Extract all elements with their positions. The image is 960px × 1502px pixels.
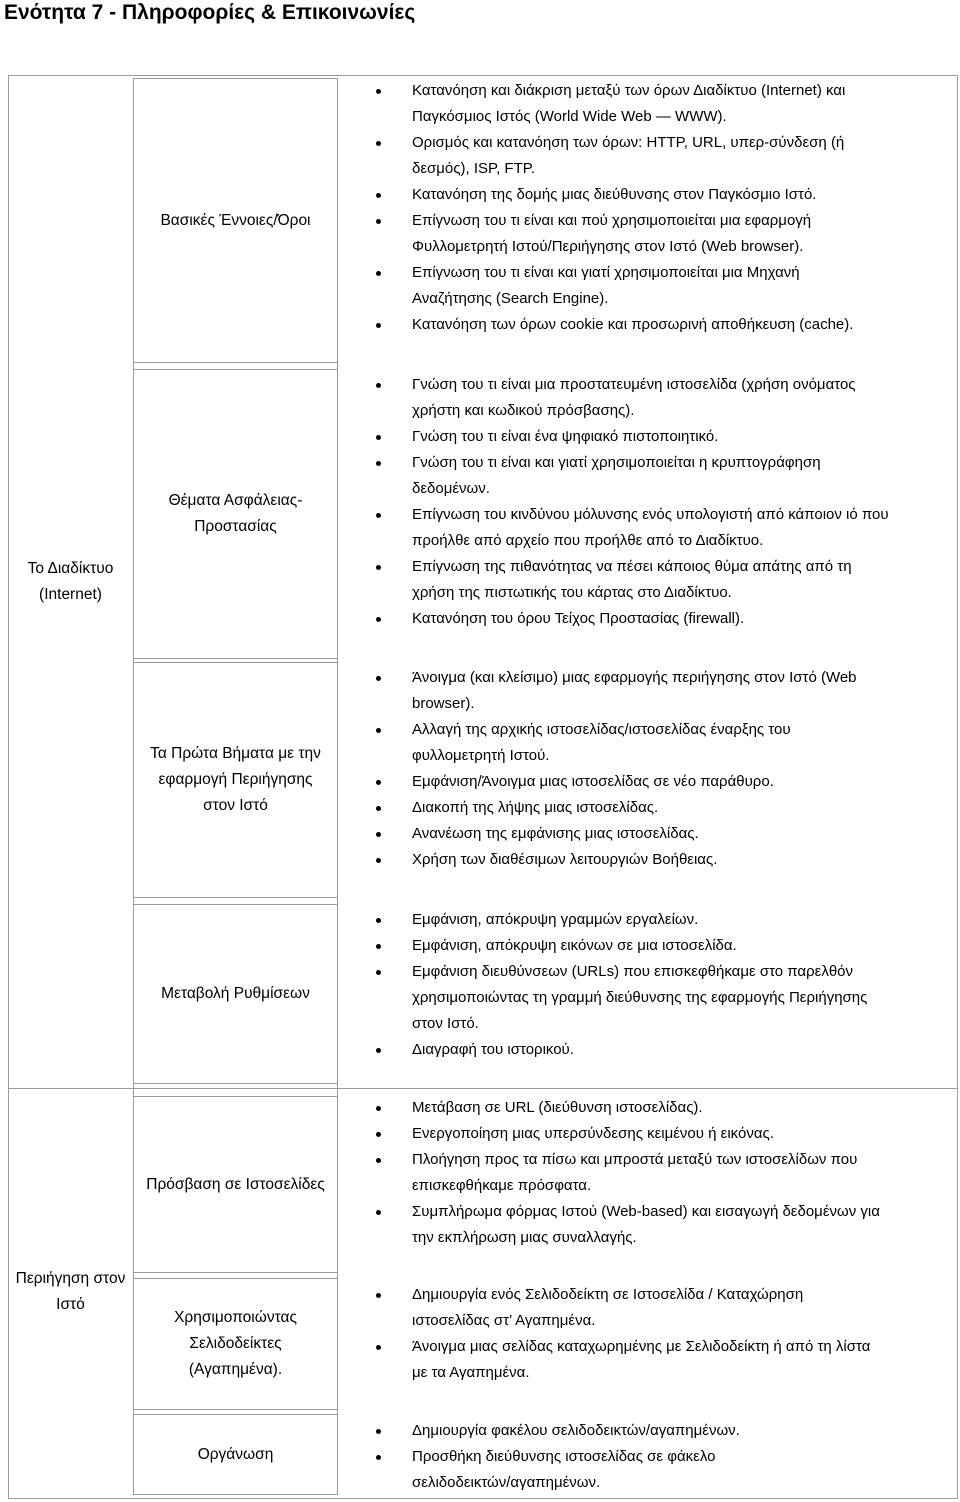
list-item: Κατανόηση των όρων cookie και προσωρινή αποθήκευση (cache).: [372, 312, 957, 338]
page-title: Ενότητα 7 - Πληροφορίες & Επικοινωνίες: [4, 1, 416, 24]
list-item: Ενεργοποίηση μιας υπερσύνδεσης κειμένου ή εικόνας.: [372, 1121, 957, 1147]
list-item: Επίγνωση του τι είναι και πού χρησιμοποιείται μια εφαρμογή Φυλλομετρητή Ιστού/Περιήγησης στον Ιστό (Web browser).: [372, 208, 957, 260]
list-item: Εμφάνιση, απόκρυψη εικόνων σε μια ιστοσελίδα.: [372, 933, 957, 959]
list-item: Κατανόηση της δομής μιας διεύθυνσης στον Παγκόσμιο Ιστό.: [372, 182, 957, 208]
list-item: Άνοιγμα μιας σελίδας καταχωρημένης με Σελιδοδείκτη ή από τη λίστα με τα Αγαπημένα.: [372, 1334, 957, 1386]
list-item: Δημιουργία ενός Σελιδοδείκτη σε Ιστοσελίδα / Καταχώρηση ιστοσελίδας στ’ Αγαπημένα.: [372, 1282, 957, 1334]
list-item: Ανανέωση της εμφάνισης μιας ιστοσελίδας.: [372, 821, 957, 847]
topic-browsing: [8, 1096, 133, 1494]
subtopic-organization: [134, 1415, 337, 1494]
table-border-bottom: [8, 1498, 958, 1499]
list-item: Δημιουργία φακέλου σελιδοδεικτών/αγαπημένων.: [372, 1418, 957, 1444]
topic-label-line: Το Διαδίκτυο: [27, 559, 114, 577]
list-item: Συμπλήρωμα φόρμας Ιστού (Web-based) και εισαγωγή δεδομένων για την εκπλήρωση μιας συναλλαγής.: [372, 1199, 957, 1251]
subsection-border: [133, 1409, 338, 1410]
item-list-first-steps: [372, 665, 957, 873]
subtopic-label-line: Χρησιμοποιώντας: [174, 1309, 297, 1326]
subtopic-first-steps: [134, 663, 337, 897]
list-item: Αλλαγή της αρχικής ιστοσελίδας/ιστοσελίδας έναρξης του φυλλομετρητή Ιστού.: [372, 717, 957, 769]
subtopic-bookmarks: [134, 1279, 337, 1409]
list-item: Μετάβαση σε URL (διεύθυνση ιστοσελίδας).: [372, 1095, 957, 1121]
item-list-organization: [372, 1418, 957, 1496]
list-item: Επίγνωση του κινδύνου μόλυνσης ενός υπολογιστή από κάποιον ιό που προήλθε από αρχείο που προήλθε από το Διαδίκτυο.: [372, 502, 957, 554]
subtopic-label-line: Βασικές Έννοιες/Όροι: [160, 211, 311, 229]
list-item: Γνώση του τι είναι μια προστατευμένη ιστοσελίδα (χρήση ονόματος χρήστη και κωδικού πρόσβασης).: [372, 372, 957, 424]
list-item: Διαγραφή του ιστορικού.: [372, 1037, 957, 1063]
topic-label-line: Περιήγηση στον: [15, 1270, 126, 1287]
subtopic-label-line: Προστασίας: [194, 518, 277, 535]
subtopic-label-line: Μεταβολή Ρυθμίσεων: [161, 985, 310, 1002]
item-list-settings: [372, 907, 957, 1063]
list-item: Επίγνωση του τι είναι και γιατί χρησιμοποιείται μια Μηχανή Αναζήτησης (Search Engine).: [372, 260, 957, 312]
subtopic-label-line: Θέματα Ασφάλειας-: [168, 492, 303, 509]
subtopic-basic-concepts: [134, 79, 337, 362]
subtopic-security: [134, 370, 337, 658]
subsection-border: [133, 362, 338, 363]
list-item: Κατανόηση του όρου Τείχος Προστασίας (firewall).: [372, 606, 957, 632]
item-list-security: [372, 372, 957, 632]
subtopic-settings: [134, 905, 337, 1083]
list-item: Ορισμός και κατανόηση των όρων: HTTP, URL, υπερ-σύνδεση (ή δεσμός), ISP, FTP.: [372, 130, 957, 182]
list-item: Γνώση του τι είναι και γιατί χρησιμοποιείται η κρυπτογράφηση δεδομένων.: [372, 450, 957, 502]
subtopic-label-line: εφαρμογή Περιήγησης: [158, 771, 313, 788]
list-item: Εμφάνιση, απόκρυψη γραμμών εργαλείων.: [372, 907, 957, 933]
list-item: Προσθήκη διεύθυνσης ιστοσελίδας σε φάκελο σελιδοδεικτών/αγαπημένων.: [372, 1444, 957, 1496]
subsection-border: [133, 1494, 338, 1495]
subtopic-label-line: Πρόσβαση σε Ιστοσελίδες: [146, 1175, 325, 1193]
subtopic-label-line: στον Ιστό: [203, 797, 268, 814]
subsection-border: [133, 658, 338, 659]
table-border-right: [957, 75, 958, 1499]
list-item: Γνώση του τι είναι ένα ψηφιακό πιστοποιητικό.: [372, 424, 957, 450]
subtopic-label-line: Τα Πρώτα Βήματα με την: [150, 745, 321, 762]
subtopic-label-line: (Αγαπημένα).: [188, 1361, 283, 1378]
table-border-top: [8, 75, 958, 76]
table-border-section-divider: [8, 1088, 958, 1089]
list-item: Πλοήγηση προς τα πίσω και μπροστά μεταξύ των ιστοσελίδων που επισκεφθήκαμε πρόσφατα.: [372, 1147, 957, 1199]
list-item: Χρήση των διαθέσιμων λειτουργιών Βοήθειας.: [372, 847, 957, 873]
topic-label-line: Ιστό: [56, 1296, 85, 1313]
list-item: Διακοπή της λήψης μιας ιστοσελίδας.: [372, 795, 957, 821]
subtopic-access-pages: [134, 1097, 337, 1272]
list-item: Άνοιγμα (και κλείσιμο) μιας εφαρμογής περιήγησης στον Ιστό (Web browser).: [372, 665, 957, 717]
subtopic-label-line: Οργάνωση: [197, 1445, 274, 1463]
subsection-border: [133, 1272, 338, 1273]
subsection-border: [133, 1083, 338, 1084]
subsection-border: [133, 897, 338, 898]
item-list-basic-concepts: [372, 78, 957, 338]
list-item: Εμφάνιση διευθύνσεων (URLs) που επισκεφθήκαμε στο παρελθόν χρησιμοποιώντας τη γραμμή διεύθυνσης της εφαρμογής Περιήγησης στον Ιστό.: [372, 959, 957, 1037]
topic-internet: [8, 75, 133, 1088]
subsection-border: [337, 78, 338, 1495]
list-item: Επίγνωση της πιθανότητας να πέσει κάποιος θύμα απάτης από τη χρήση της πιστωτικής του κάρτας στο Διαδίκτυο.: [372, 554, 957, 606]
item-list-bookmarks: [372, 1282, 957, 1386]
list-item: Κατανόηση και διάκριση μεταξύ των όρων Διαδίκτυο (Internet) και Παγκόσμιος Ιστός (World Wide Web — WWW).: [372, 78, 957, 130]
item-list-access-pages: [372, 1095, 957, 1251]
list-item: Εμφάνιση/Άνοιγμα μιας ιστοσελίδας σε νέο παράθυρο.: [372, 769, 957, 795]
subtopic-label-line: Σελιδοδείκτες: [189, 1335, 282, 1352]
topic-label-line: (Internet): [39, 585, 102, 603]
